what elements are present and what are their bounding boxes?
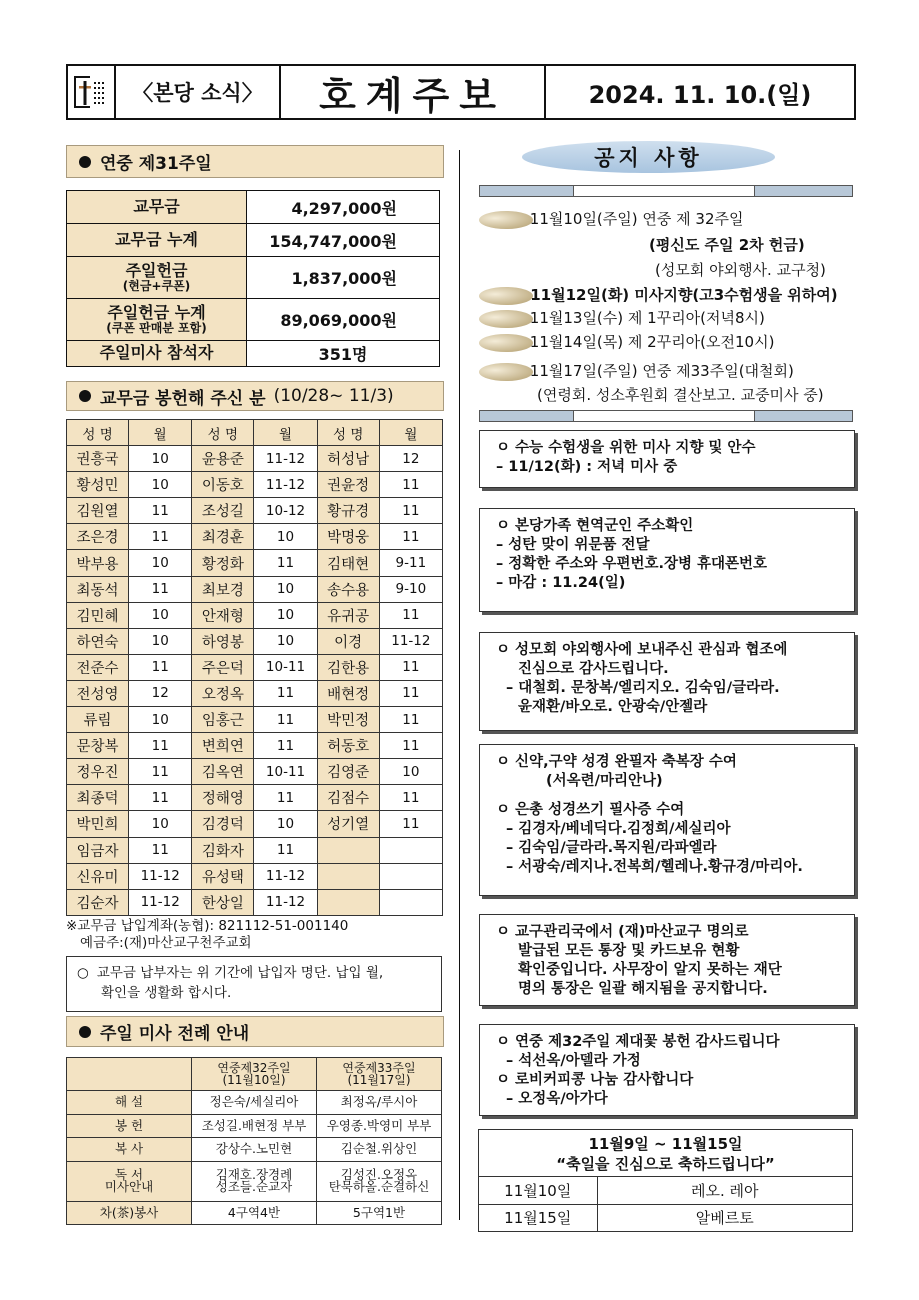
donor-month: 10	[129, 550, 192, 576]
donor-name: 김영준	[317, 759, 379, 785]
notice-line: – 석선옥/아델라 가정	[506, 1053, 641, 1069]
schedule-text: 11월17일(주일) 연중 제33주일(대철회)	[529, 362, 794, 380]
notice-box-accounts	[479, 914, 855, 1006]
donor-name: 최종덕	[67, 785, 129, 811]
notice-box-soldiers	[479, 508, 855, 612]
donor-name: 최동석	[67, 576, 129, 602]
donor-name: 김옥연	[192, 759, 254, 785]
week-date: (11월17일)	[347, 1073, 411, 1087]
notice-line: – 마감 : 11.24(일)	[496, 575, 626, 591]
column-divider	[459, 150, 460, 1220]
table-row	[67, 472, 443, 498]
feast-names: 레오. 레아	[691, 1181, 759, 1200]
donor-month: 11-12	[254, 863, 317, 889]
finance-label-main: 주일헌금 누계	[107, 302, 206, 322]
donor-name: 송수용	[317, 576, 379, 602]
table-row	[67, 1201, 442, 1225]
donor-month: 11-12	[254, 889, 317, 915]
donor-month: 11	[379, 680, 442, 706]
table-row	[67, 550, 443, 576]
notice-box-exam	[479, 430, 855, 488]
donor-name: 신유미	[67, 863, 129, 889]
assignment: 강상수.노민현	[192, 1138, 317, 1162]
schedule-sub: (연령회. 성소후원회 결산보고. 교중미사 중)	[537, 386, 824, 404]
assignment-line: 탄묵하올.순결하신	[328, 1179, 430, 1194]
donor-month: 11	[379, 498, 442, 524]
assignment: 최정옥/루시아	[317, 1091, 442, 1115]
table-row	[67, 837, 443, 863]
donor-name: 최보경	[192, 576, 254, 602]
table-row	[479, 1177, 852, 1204]
donor-month: 11	[379, 524, 442, 550]
donor-month: 11	[379, 733, 442, 759]
notice-line: – 성탄 맞이 위문품 전달	[496, 537, 650, 553]
table-row	[67, 759, 443, 785]
notice-box-gratitude	[479, 1024, 855, 1116]
col-header-week33	[317, 1058, 442, 1091]
col-header-week32	[192, 1058, 317, 1091]
notice-line: – 오정옥/아가다	[506, 1091, 608, 1107]
pill-icon	[479, 211, 533, 229]
donor-month: 12	[129, 680, 192, 706]
notice-line: – 대철회. 문창복/엘리지오. 김숙임/글라라.	[506, 680, 780, 696]
pill-icon	[479, 310, 533, 328]
donors-period: (10/28~ 11/3)	[273, 386, 394, 406]
schedule-text: 11월10일(주일) 연중 제 32주일	[529, 210, 744, 228]
schedule-item	[479, 360, 794, 381]
donor-name: 전준수	[67, 654, 129, 680]
week-label: 연중제33주일	[342, 1061, 416, 1075]
donor-month	[379, 837, 442, 863]
role-reader: 독 서	[114, 1166, 144, 1182]
donor-month: 10	[129, 446, 192, 472]
assignment	[317, 1161, 442, 1201]
donor-name: 김순자	[67, 889, 129, 915]
donor-month: 11	[129, 759, 192, 785]
role-label: 해 설	[67, 1091, 192, 1115]
mass-guide-table	[66, 1057, 442, 1225]
donor-name: 박부용	[67, 550, 129, 576]
donor-name: 정해영	[192, 785, 254, 811]
donor-name: 성기열	[317, 811, 379, 837]
finance-value: 4,297,000원	[247, 191, 440, 224]
notice-line: 명의 통장은 일괄 해지됨을 공지합니다.	[518, 981, 768, 997]
finance-value: 154,747,000원	[247, 224, 440, 257]
donor-name: 한상일	[192, 889, 254, 915]
donor-month: 11	[254, 733, 317, 759]
donor-month	[379, 863, 442, 889]
donor-name: 김원열	[67, 498, 129, 524]
parish-logo-icon	[74, 74, 108, 110]
mass-guide-heading	[66, 1016, 444, 1047]
donor-name: 허동호	[317, 733, 379, 759]
circle-bullet-icon: ○	[77, 965, 89, 981]
donor-name: 임금자	[67, 837, 129, 863]
finance-label-main: 주일헌금	[125, 260, 188, 280]
donor-name: 정우진	[67, 759, 129, 785]
donor-month: 11-12	[254, 472, 317, 498]
donor-name: 유성택	[192, 863, 254, 889]
donor-month: 11	[254, 550, 317, 576]
schedule-sub: (성모회 야외행사. 교구청)	[655, 261, 826, 279]
role-label	[67, 1161, 192, 1201]
donor-month: 11-12	[379, 628, 442, 654]
donor-month: 10	[254, 811, 317, 837]
table-row	[67, 1138, 442, 1162]
role-label: 봉 헌	[67, 1114, 192, 1138]
table-row	[67, 1161, 442, 1201]
donor-month: 10	[129, 602, 192, 628]
donor-name: 김화자	[192, 837, 254, 863]
donor-month: 11	[254, 680, 317, 706]
table-row	[67, 1091, 442, 1115]
donor-name: 이동호	[192, 472, 254, 498]
parish-logo	[68, 66, 116, 118]
decorative-bar	[479, 410, 853, 422]
schedule-item	[479, 284, 838, 305]
notice-line: – 정확한 주소와 우편번호.장병 휴대폰번호	[496, 556, 768, 572]
feast-date: 11월15일	[479, 1204, 597, 1231]
bullet-icon	[79, 156, 91, 168]
notice-line: ㅇ 수능 수험생을 위한 미사 지향 및 안수	[496, 440, 756, 456]
donor-month: 10	[254, 602, 317, 628]
donor-table	[66, 419, 443, 916]
table-row	[67, 299, 440, 341]
donor-name: 배현정	[317, 680, 379, 706]
donors-heading-text: 교무금 봉헌해 주신 분	[100, 388, 266, 409]
donor-name: 전성영	[67, 680, 129, 706]
donor-month: 10	[129, 628, 192, 654]
table-row	[67, 785, 443, 811]
masthead	[66, 64, 856, 120]
donor-month: 9-10	[379, 576, 442, 602]
donor-month: 11	[254, 837, 317, 863]
notice-line: 진심으로 감사드립니다.	[518, 661, 669, 677]
donor-month: 11	[129, 785, 192, 811]
donor-name	[317, 863, 379, 889]
finance-table	[66, 190, 440, 367]
notice-box-thanks	[479, 632, 855, 731]
finance-label: 교무금 누계	[67, 224, 247, 257]
donor-month: 11-12	[254, 446, 317, 472]
donor-month: 10	[379, 759, 442, 785]
week-label: 연중제32주일	[217, 1061, 291, 1075]
donor-name: 최경훈	[192, 524, 254, 550]
week-heading-text: 연중 제31주일	[100, 154, 212, 174]
notice-line: – 김경자/베네딕다.김정희/세실리아	[506, 821, 731, 837]
finance-label: 주일미사 참석자	[67, 341, 247, 367]
donor-month: 11	[129, 498, 192, 524]
table-row	[67, 811, 443, 837]
bulletin-title: 호계주보	[281, 66, 546, 118]
table-row	[67, 1114, 442, 1138]
donor-name: 조은경	[67, 524, 129, 550]
table-row	[67, 446, 443, 472]
donor-name: 김한용	[317, 654, 379, 680]
donor-name: 박민희	[67, 811, 129, 837]
donor-name: 김민혜	[67, 602, 129, 628]
notice-line: ㅇ 연중 제32주일 제대꽃 봉헌 감사드립니다	[496, 1034, 780, 1050]
donor-month: 10	[254, 628, 317, 654]
donor-month: 11-12	[129, 863, 192, 889]
donors-heading	[66, 381, 444, 411]
notice-box-bible	[479, 744, 855, 896]
col-header-name: 성 명	[67, 420, 129, 446]
assignment: 4구역4반	[192, 1201, 317, 1225]
donor-month: 10-11	[254, 654, 317, 680]
notice-line: – 서광숙/레지나.전복희/헬레나.황규경/마리아.	[506, 859, 803, 875]
col-header-month: 월	[254, 420, 317, 446]
donor-month: 11	[129, 524, 192, 550]
table-row	[67, 498, 443, 524]
col-header-month: 월	[129, 420, 192, 446]
donor-month: 11	[379, 785, 442, 811]
notice-line: ㅇ 교구관리국에서 (재)마산교구 명의로	[496, 924, 749, 940]
schedule-text: 11월13일(수) 제 1꾸리아(저녁8시)	[529, 309, 765, 327]
notice-line: – 김숙임/글라라.목지원/라파엘라	[506, 840, 717, 856]
donor-month: 10	[129, 707, 192, 733]
assignment: 조성길.배현정 부부	[192, 1114, 317, 1138]
table-header-row	[67, 420, 443, 446]
assignment-line: 성조들.순교자	[215, 1179, 293, 1194]
table-row	[67, 257, 440, 299]
notice-line: 발급된 모든 통장 및 카드보유 현황	[518, 943, 740, 959]
donor-name: 황성민	[67, 472, 129, 498]
donor-month: 11-12	[129, 889, 192, 915]
table-row	[67, 733, 443, 759]
notice-line: 확인중입니다. 사무장이 알지 못하는 재단	[518, 962, 782, 978]
feast-day-box	[478, 1129, 853, 1232]
role-label: 복 사	[67, 1138, 192, 1162]
schedule-item	[479, 208, 743, 229]
table-row	[67, 863, 443, 889]
donor-name: 김경덕	[192, 811, 254, 837]
donor-month: 11	[129, 576, 192, 602]
feast-names: 알베르토	[597, 1204, 852, 1231]
donor-month: 11	[129, 837, 192, 863]
corner-cell	[67, 1058, 192, 1091]
donor-month: 10	[254, 576, 317, 602]
mass-guide-heading-text: 주일 미사 전례 안내	[100, 1024, 250, 1044]
col-header-name: 성 명	[317, 420, 379, 446]
donor-month: 10	[129, 811, 192, 837]
assignment-line: 김재호.장경례	[215, 1166, 293, 1182]
donor-month: 10	[129, 472, 192, 498]
donor-name: 하연숙	[67, 628, 129, 654]
assignment: 김순철.위상인	[317, 1138, 442, 1162]
table-row	[67, 341, 440, 367]
pill-icon	[479, 287, 533, 305]
donor-name: 윤용준	[192, 446, 254, 472]
donor-month: 11	[129, 654, 192, 680]
account-holder: 예금주:(재)마산교구천주교회	[80, 935, 252, 951]
donor-name: 조성길	[192, 498, 254, 524]
finance-label-sub: (현금+쿠폰)	[122, 278, 191, 293]
notice-line: ㅇ 은총 성경쓰기 필사증 수여	[496, 802, 685, 818]
section-label: 〈본당 소식〉	[116, 66, 281, 118]
donor-name: 박명웅	[317, 524, 379, 550]
week-date: (11월10일)	[222, 1073, 286, 1087]
notice-line: ㅇ 로비커피콩 나눔 감사합니다	[496, 1072, 694, 1088]
donor-name: 권윤정	[317, 472, 379, 498]
notice-line: 윤재환/바오로. 안광숙/안젤라	[518, 699, 708, 715]
notice-line: – 11/12(화) : 저녁 미사 중	[496, 459, 678, 475]
bulletin-date: 2024. 11. 10.(일)	[588, 80, 812, 109]
assignment: 정은숙/세실리아	[192, 1091, 317, 1115]
finance-label-sub: (쿠폰 판매분 포함)	[106, 320, 207, 335]
finance-value: 1,837,000원	[247, 257, 440, 299]
week-heading	[66, 145, 444, 178]
table-row	[67, 889, 443, 915]
donor-month: 10-12	[254, 498, 317, 524]
account-info	[66, 918, 348, 952]
donor-month: 11	[129, 733, 192, 759]
notice-line: (서옥련/마리안나)	[546, 773, 663, 789]
donor-name: 류림	[67, 707, 129, 733]
donor-month: 11	[379, 707, 442, 733]
table-row	[67, 707, 443, 733]
donor-month: 11	[254, 785, 317, 811]
donor-month: 11	[254, 707, 317, 733]
donor-name: 주은덕	[192, 654, 254, 680]
feast-heading	[479, 1130, 852, 1177]
pill-icon	[479, 363, 533, 381]
donor-month: 11	[379, 654, 442, 680]
note-text: 교무금 납부자는 위 기간에 납입자 명단. 납입 월,	[96, 965, 384, 981]
donor-name: 문창복	[67, 733, 129, 759]
donor-name: 변희연	[192, 733, 254, 759]
table-header-row	[67, 1058, 442, 1091]
table-row	[67, 224, 440, 257]
donor-name: 박민정	[317, 707, 379, 733]
finance-label	[67, 257, 247, 299]
donor-name: 김태현	[317, 550, 379, 576]
donor-name: 하영봉	[192, 628, 254, 654]
donor-month: 10-11	[254, 759, 317, 785]
feast-period: 11월9일 ~ 11월15일	[588, 1135, 743, 1153]
table-row	[67, 602, 443, 628]
donor-name: 허성남	[317, 446, 379, 472]
donor-month: 9-11	[379, 550, 442, 576]
donor-month: 11	[379, 602, 442, 628]
feast-date: 11월10일	[479, 1177, 597, 1204]
decorative-bar	[479, 185, 853, 197]
table-row	[67, 576, 443, 602]
donor-name: 황규경	[317, 498, 379, 524]
table-row	[479, 1204, 852, 1231]
assignment	[192, 1161, 317, 1201]
assignment: 5구역1반	[317, 1201, 442, 1225]
schedule-sub: (평신도 주일 2차 헌금)	[649, 236, 805, 254]
table-row	[67, 191, 440, 224]
notice-line: ㅇ 신약,구약 성경 완필자 축복장 수여	[496, 754, 737, 770]
donor-name: 김점수	[317, 785, 379, 811]
schedule-item	[479, 307, 765, 328]
donor-month: 10	[254, 524, 317, 550]
col-header-month: 월	[379, 420, 442, 446]
donor-name	[317, 837, 379, 863]
donor-name: 오정옥	[192, 680, 254, 706]
finance-label: 교무금	[67, 191, 247, 224]
bullet-icon	[79, 390, 91, 402]
feast-table	[479, 1177, 852, 1231]
table-row	[67, 524, 443, 550]
donor-note	[66, 956, 442, 1012]
donor-name: 황정화	[192, 550, 254, 576]
schedule-text: 11월14일(목) 제 2꾸리아(오전10시)	[529, 333, 775, 351]
donor-month: 12	[379, 446, 442, 472]
note-text: 확인을 생활화 합시다.	[101, 985, 232, 1001]
schedule-text: 11월12일(화) 미사지향(고3수험생을 위하여)	[530, 286, 838, 304]
notice-line: ㅇ 성모회 야외행사에 보내주신 관심과 협조에	[496, 642, 788, 658]
donor-month: 11	[379, 811, 442, 837]
finance-value: 89,069,000원	[247, 299, 440, 341]
bullet-icon	[79, 1026, 91, 1038]
finance-value: 351명	[247, 341, 440, 367]
account-number: ※교무금 납입계좌(농협): 821112-51-001140	[66, 918, 349, 934]
assignment-line: 김성진.오정옥	[340, 1166, 418, 1182]
donor-name: 유귀공	[317, 602, 379, 628]
table-row	[67, 628, 443, 654]
donor-month	[379, 889, 442, 915]
table-row	[67, 654, 443, 680]
assignment: 우영종.박영미 부부	[317, 1114, 442, 1138]
pill-icon	[479, 334, 533, 352]
donor-name: 이경	[317, 628, 379, 654]
donor-name: 안재형	[192, 602, 254, 628]
finance-label	[67, 299, 247, 341]
col-header-name: 성 명	[192, 420, 254, 446]
donor-name: 임홍근	[192, 707, 254, 733]
table-row	[67, 680, 443, 706]
role-label: 차(茶)봉사	[67, 1201, 192, 1225]
role-guide: 미사안내	[104, 1179, 154, 1194]
donor-name: 권흥국	[67, 446, 129, 472]
schedule-item	[479, 331, 774, 352]
donor-name	[317, 889, 379, 915]
donor-month: 11	[379, 472, 442, 498]
notice-line: ㅇ 본당가족 현역군인 주소확인	[496, 518, 694, 534]
feast-greeting: “축일을 진심으로 축하드립니다”	[556, 1155, 775, 1173]
notice-title: 공지 사항	[522, 141, 775, 173]
